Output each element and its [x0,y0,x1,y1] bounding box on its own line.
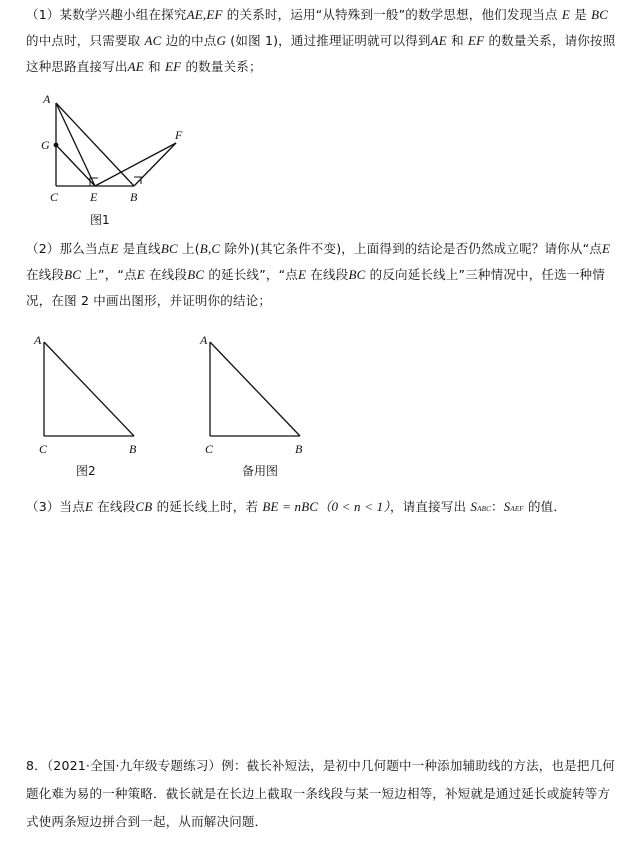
q2-text: （2）那么当点 [26,241,111,256]
math-var: B,C [199,241,221,256]
segment-AB [210,342,300,436]
q1-text: 是 [574,7,587,22]
q2-text: 的反向延长线上”三种情况中，任选一种情 [369,267,605,282]
q3-text: （3）当点 [26,499,85,514]
q2-text: 况，在图 2 中画出图形，并证明你的结论； [26,293,272,308]
q1-text: 和 [148,59,161,74]
q1-line-1 [26,2,620,28]
math-var: EF [206,7,223,22]
math-var: E [110,241,119,256]
label-A: A [43,92,51,106]
math-var: BC [64,267,82,282]
math-formula: BE = nBC（0 < n < 1） [262,499,391,514]
q2-text: 在线段 [26,267,65,282]
math-var: BC [591,7,609,22]
label-A: A [200,333,208,347]
segment-EF [95,143,176,186]
q2-text: 上( [182,241,200,256]
math-var: BC [348,267,366,282]
math-colon: ： [490,499,504,514]
math-var: E [561,7,570,22]
segment-AB [44,342,134,436]
q1-line-3 [26,54,620,80]
label-B: B [129,442,137,456]
q2-line-1 [26,236,620,262]
label-B: B [295,442,303,456]
q2-text: 在线段 [310,267,349,282]
segment-AE [56,103,95,186]
math-var: E [84,499,94,514]
q3-text: 的值． [527,499,567,514]
math-var: AE [430,33,447,48]
label-B: B [130,190,138,204]
label-C: C [39,442,48,456]
label-F: F [175,128,183,142]
math-var: E [297,267,307,282]
math-var: S [470,499,478,514]
math-var: G [216,33,227,48]
q1-text: 这种思路直接写出 [26,59,128,74]
math-var: CB [135,499,153,514]
segment-AB [56,103,134,186]
q2-text: 除外)(其它条件不变)，上面得到的结论是否仍然成立呢？请你从“点 [224,241,602,256]
point-G [54,143,59,148]
label-C: C [205,442,214,456]
math-subscript: ABC [477,505,491,513]
q1-text: （1）某数学兴趣小组在探究 [26,7,187,22]
q2-text: 是直线 [122,241,161,256]
question-1 [26,2,620,80]
q1-text: 边的中点 [165,33,217,48]
math-var: EF [164,59,182,74]
question-3 [26,494,620,522]
q8-line-1: 8．（2021·全国·九年级专题练习）例：截长补短法，是初中几何题中一种添加辅助线的方法，也是把几何 [26,758,615,773]
q2-line-3 [26,288,620,314]
q3-text: 的延长线上时，若 [156,499,259,514]
q1-text: 和 [451,33,464,48]
math-var: BC [187,267,205,282]
figure-spare [196,330,316,460]
q8-line-3: 式使两条短边拼合到一起，从而解决问题． [26,814,268,829]
segment-BF [134,143,176,186]
math-var: EF [467,33,485,48]
figure-2 [30,330,150,460]
figure-1 [34,90,194,208]
q2-text: 在线段 [149,267,188,282]
q1-text: 的关系时，运用“从特殊到一般”的数学思想，他们发现当点 [226,7,558,22]
math-var: E [601,241,611,256]
q2-line-2 [26,262,620,288]
question-2 [26,236,620,314]
math-var: AC [144,33,162,48]
figure-1-caption: 图1 [90,213,110,227]
q3-text: 在线段 [97,499,136,514]
math-var: , [202,7,207,22]
figure-2-caption: 图2 [76,464,96,478]
label-A: A [34,333,42,347]
label-E: E [90,190,98,204]
label-G: G [41,138,50,152]
math-var: AE [127,59,144,74]
segment-GE [56,145,95,186]
q2-text: 的延长线”，“点 [208,267,298,282]
q1-text: 的数量关系，请你按照 [488,33,616,48]
math-var: E [136,267,145,282]
q3-text: ，请直接写出 [390,499,467,514]
q1-text: 的数量关系； [185,59,262,74]
question-8 [26,752,620,836]
math-var: AE [186,7,203,22]
math-var: S [503,499,511,514]
q1-text: 的中点时，只需要取 [26,33,141,48]
q1-line-2 [26,28,620,54]
q2-text: 上”，“点 [85,267,137,282]
q8-line-2: 题化难为易的一种策略．截长就是在长边上截取一条线段与某一短边相等，补短就是通过延长或旋转等方 [26,786,611,801]
label-C: C [50,190,59,204]
q1-text: (如图 1)，通过推理证明就可以得到 [230,33,431,48]
figure-spare-caption: 备用图 [242,464,279,478]
math-var: BC [160,241,178,256]
math-subscript: AEF [510,505,524,513]
